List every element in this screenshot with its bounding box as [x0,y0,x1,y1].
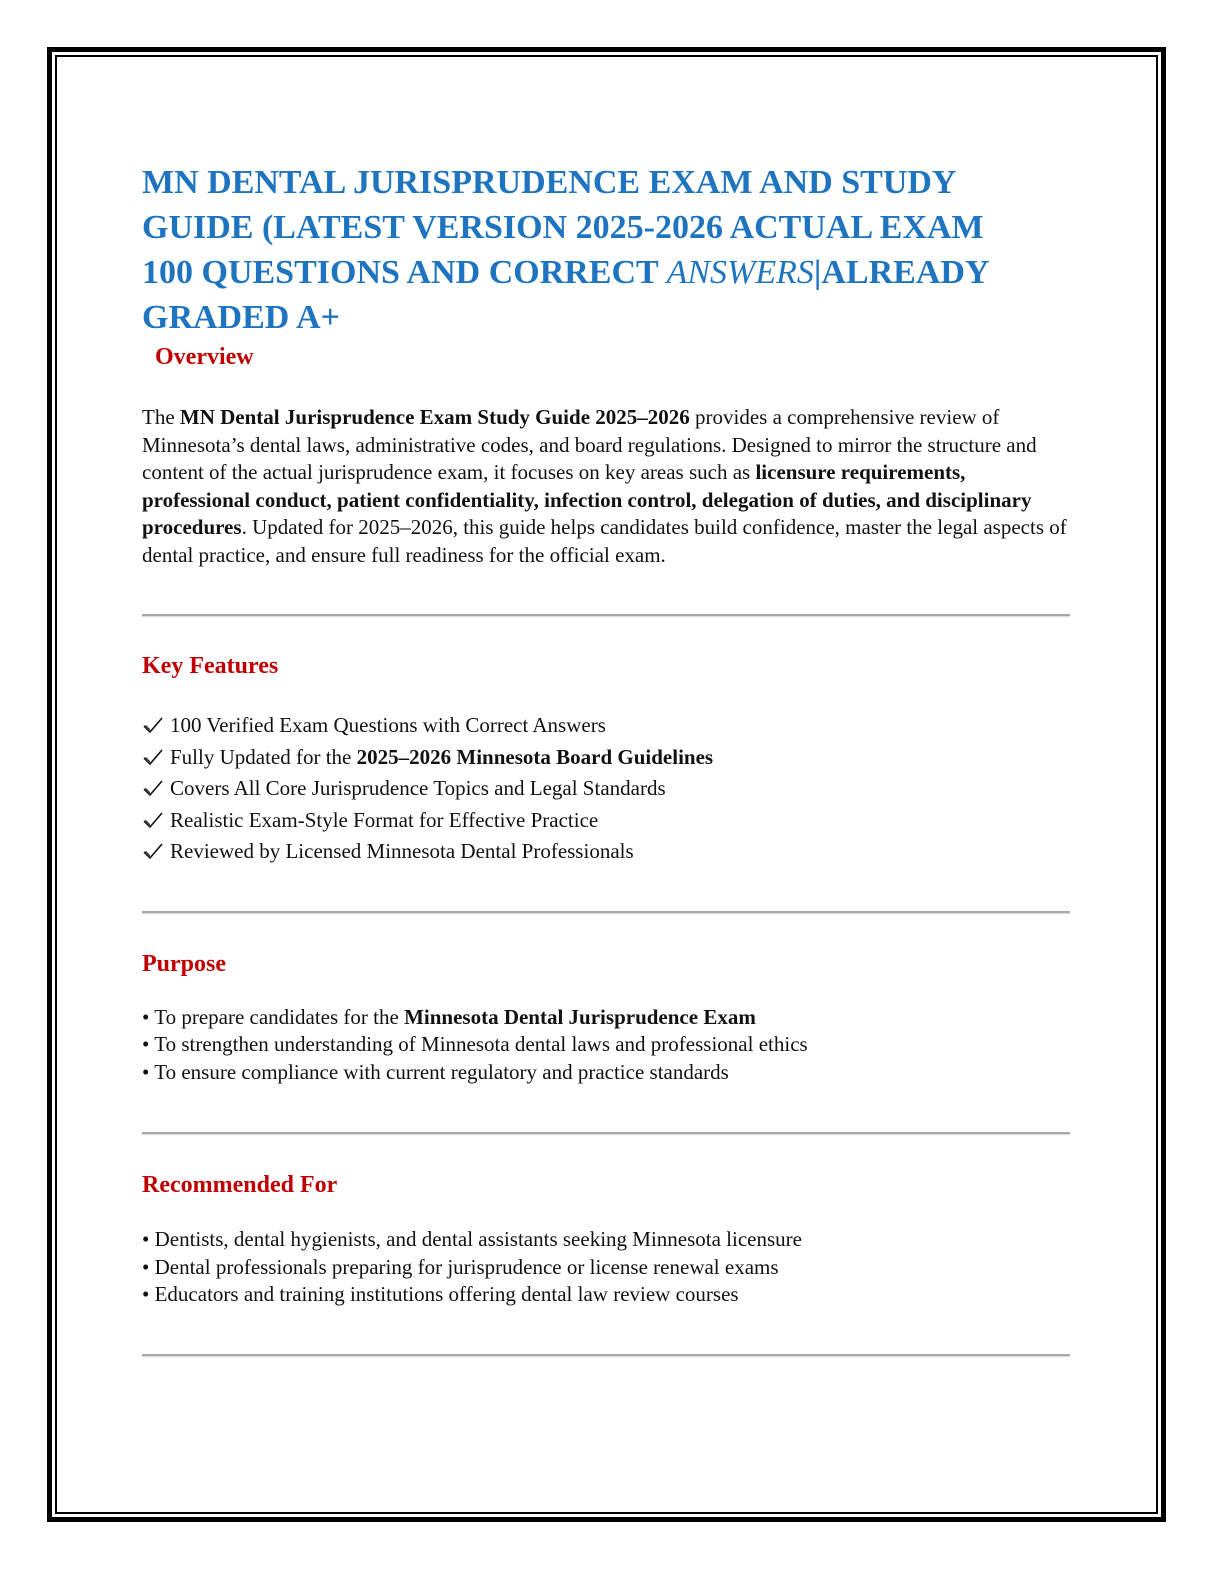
recommended-text: • Dental professionals preparing for jurisprudence or license renewal exams [142,1254,779,1279]
overview-paragraph [142,404,1070,569]
divider [142,614,1070,616]
checkmark-icon [142,748,164,766]
title-line-3-italic: ANSWERS [666,254,814,291]
document-title [142,160,1070,340]
divider [142,1354,1070,1356]
title-line-2: GUIDE (LATEST VERSION 2025-2026 ACTUAL EXAM [142,209,984,246]
overview-bold-2: licensure requirements, professional conduct, patient confidentiality, infection control, delegation of duties, and disciplinary procedures [142,460,1032,539]
list-item [142,836,1070,868]
feature-text: 100 Verified Exam Questions with Correct Answers [170,713,606,737]
title-line-3-start: 100 QUESTIONS AND CORRECT [142,254,667,291]
key-features-heading: Key Features [142,653,279,679]
key-features-list [142,710,1070,868]
checkmark-icon [142,779,164,797]
checkmark-icon [142,811,164,829]
overview-bold-1: MN Dental Jurisprudence Exam Study Guide 2025–2026 [179,405,690,429]
recommended-text: • Educators and training institutions offering dental law review courses [142,1282,739,1306]
feature-text-bold: 2025–2026 Minnesota Board Guidelines [356,744,714,769]
divider [142,911,1070,913]
list-item [142,1226,1070,1254]
recommended-for-heading: Recommended For [142,1172,338,1198]
list-item [142,1059,1070,1087]
overview-heading: Overview [155,344,254,370]
list-item [142,1281,1070,1309]
title-line-1: MN DENTAL JURISPRUDENCE EXAM AND STUDY [142,164,957,201]
purpose-list [142,1004,1070,1087]
feature-text: Fully Updated for the [170,744,357,769]
purpose-text-bold: Minnesota Dental Jurisprudence Exam [404,1004,756,1029]
purpose-heading: Purpose [142,950,226,977]
purpose-text: • To ensure compliance with current regulatory and practice standards [142,1059,729,1084]
checkmark-icon [142,716,164,734]
list-item [142,1031,1070,1059]
checkmark-icon [142,842,164,860]
feature-text: Covers All Core Jurisprudence Topics and Legal Standards [170,776,666,800]
feature-text: Reviewed by Licensed Minnesota Dental Professionals [170,839,634,863]
divider [142,1132,1070,1134]
purpose-text: • To prepare candidates for the [142,1004,405,1029]
feature-text: Realistic Exam-Style Format for Effective Practice [170,807,599,832]
list-item [142,742,1070,774]
list-item [142,710,1070,742]
overview-text-2: provides a comprehensive review of Minnesota’s dental laws, administrative codes, and board regulations. Designed to mirror the structure and content of the actual jurisprudence exam, it focuses on key areas such as [142,405,1037,484]
overview-text-3: . Updated for 2025–2026, this guide helps candidates build confidence, master the legal aspects of dental practice, and ensure full readiness for the official exam. [142,515,1067,567]
recommended-text: • Dentists, dental hygienists, and dental assistants seeking Minnesota licensure [142,1227,802,1251]
overview-text-1: The [142,405,180,429]
list-item [142,805,1070,837]
purpose-text: • To strengthen understanding of Minnesota dental laws and professional ethics [142,1032,808,1056]
list-item [142,773,1070,805]
recommended-for-list [142,1226,1070,1309]
list-item [142,1004,1070,1032]
title-line-3-end: |ALREADY [813,254,990,291]
list-item [142,1254,1070,1282]
document-body [142,160,1070,1356]
title-line-4: GRADED A+ [142,299,340,336]
